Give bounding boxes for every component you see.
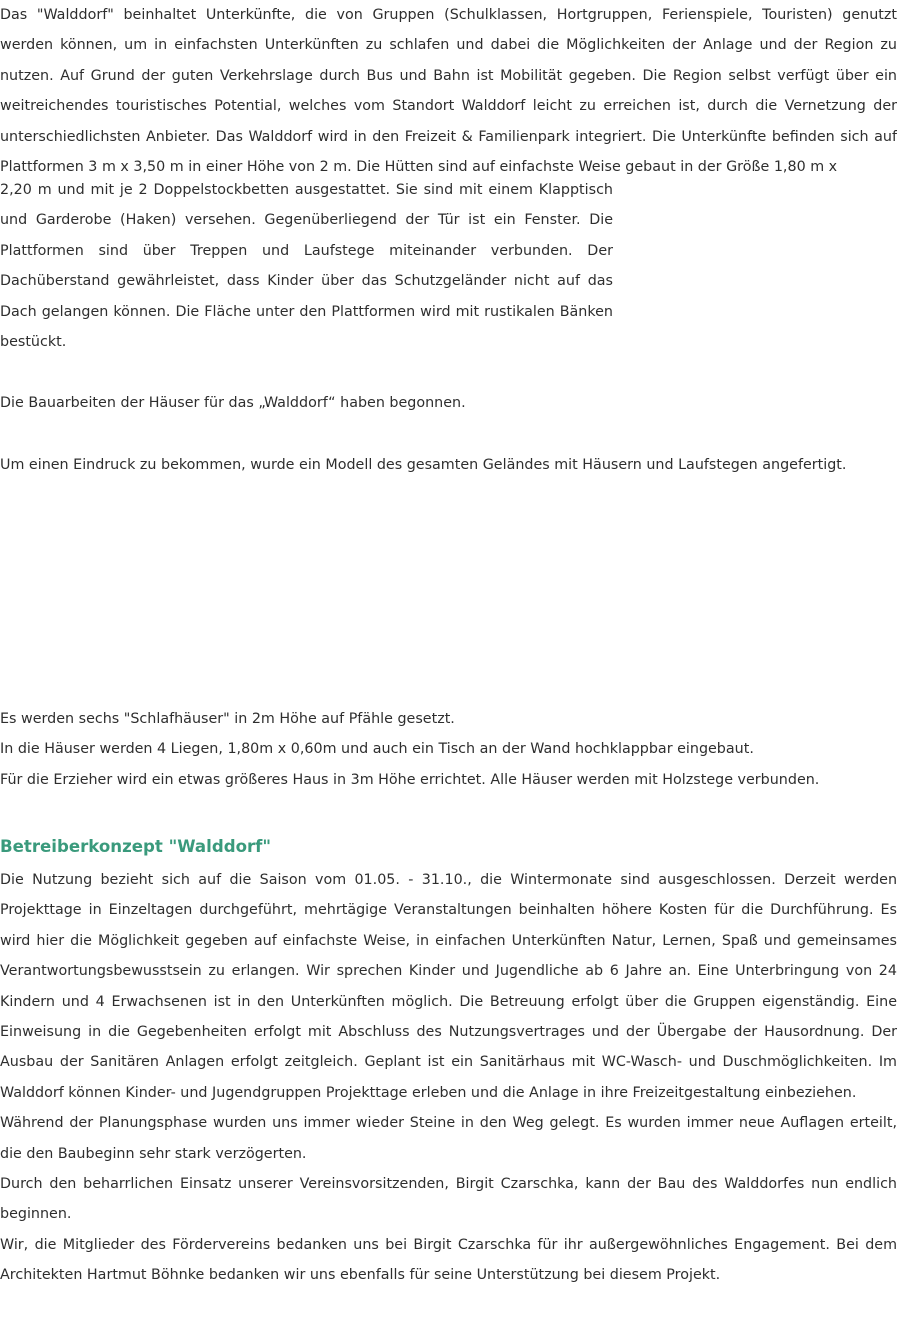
houses-line-2: In die Häuser werden 4 Liegen, 1,80m x 0,60m und auch ein Tisch an der Wand hochklappbar eingebaut. — [0, 741, 754, 758]
section-heading-betreiberkonzept: Betreiberkonzept "Walddorf" — [0, 837, 272, 856]
houses-line-3: Für die Erzieher wird ein etwas größeres Haus in 3m Höhe errichtet. Alle Häuser werden mit Holzstege verbunden. — [0, 771, 820, 788]
concept-paragraph-planning: Während der Planungsphase wurden uns immer wieder Steine in den Weg gelegt. Es wurden immer neue Auflagen erteilt, die den Baubeginn sehr stark verzögerten. — [0, 1115, 897, 1162]
houses-description — [0, 704, 897, 795]
intro-paragraph-continued: 2,20 m und mit je 2 Doppelstockbetten ausgestattet. Sie sind mit einem Klapptisch und Garderobe (Haken) versehen. Gegenüberliegend der Tür ist ein Fenster. Die Plattformen sind über Treppen und Laufstege miteinander verbunden. Der Dachüberstand gewährleistet, dass Kinder über das Schutzgeländer nicht auf das Dach gelangen können. Die Fläche unter den Plattformen wird mit rustikalen Bänken bestückt. — [0, 182, 613, 351]
concept-section — [0, 865, 897, 1291]
construction-started-text: Die Bauarbeiten der Häuser für das „Walddorf“ haben begonnen. — [0, 395, 466, 411]
concept-paragraph-usage: Die Nutzung bezieht sich auf die Saison vom 01.05. - 31.10., die Wintermonate sind ausgeschlossen. Derzeit werden Projekttage in Einzeltagen durchgeführt, mehrtägige Veranstaltungen beinhalten höhere Kosten für die Durchführung. Es wird hier die Möglichkeit gegeben auf einfachste Weise, in einfachen Unterkünften Natur, Lernen, Spaß und gemeinsames Verantwortungsbewusstsein zu erlangen. Wir sprechen Kinder und Jugendliche ab 6 Jahre an. Eine Unterbringung von 24 Kindern und 4 Erwachsenen ist in den Unterkünften möglich. Die Betreuung erfolgt über die Gruppen eigenständig. Eine Einweisung in die Gegebenheiten erfolgt mit Abschluss des Nutzungsvertrages und der Übergabe der Hausordnung. Der Ausbau der Sanitären Anlagen erfolgt zeitgleich. Geplant ist ein Sanitärhaus mit WC-Wasch- und Duschmöglichkeiten. Im Walddorf können Kinder- und Jugendgruppen Projekttage erleben und die Anlage in ihre Freizeitgestaltung einbeziehen. — [0, 872, 897, 1101]
image-placeholder-area — [0, 492, 897, 702]
model-note-text: Um einen Eindruck zu bekommen, wurde ein Modell des gesamten Geländes mit Häusern und Laufstegen angefertigt. — [0, 457, 847, 473]
concept-paragraph-thanks: Wir, die Mitglieder des Fördervereins bedanken uns bei Birgit Czarschka für ihr außergewöhnliches Engagement. Bei dem Architekten Hartmut Böhnke bedanken wir uns ebenfalls für seine Unterstützung bei diesem Projekt. — [0, 1236, 897, 1284]
houses-line-1: Es werden sechs "Schlafhäuser" in 2m Höhe auf Pfähle gesetzt. — [0, 711, 455, 727]
concept-paragraph-chair: Durch den beharrlichen Einsatz unserer Vereinsvorsitzenden, Birgit Czarschka, kann der Bau des Walddorfes nun endlich beginnen. — [0, 1176, 897, 1223]
intro-paragraph: Das "Walddorf" beinhaltet Unterkünfte, die von Gruppen (Schulklassen, Hortgruppen, Ferienspiele, Touristen) genutzt werden können, um in einfachsten Unterkünften zu schlafen und dabei die Möglichkeiten der Anlage und der Region zu nutzen. Auf Grund der guten Verkehrslage durch Bus und Bahn ist Mobilität gegeben. Die Region selbst verfügt über ein weitreichendes touristisches Potential, welches vom Standort Walddorf leicht zu erreichen ist, durch die Vernetzung der unterschiedlichsten Anbieter. Das Walddorf wird in den Freizeit & Familienpark integriert. Die Unterkünfte befinden sich auf Plattformen 3 m x 3,50 m in einer Höhe von 2 m. Die Hütten sind auf einfachste Weise gebaut in der Größe 1,80 m x — [0, 7, 897, 176]
